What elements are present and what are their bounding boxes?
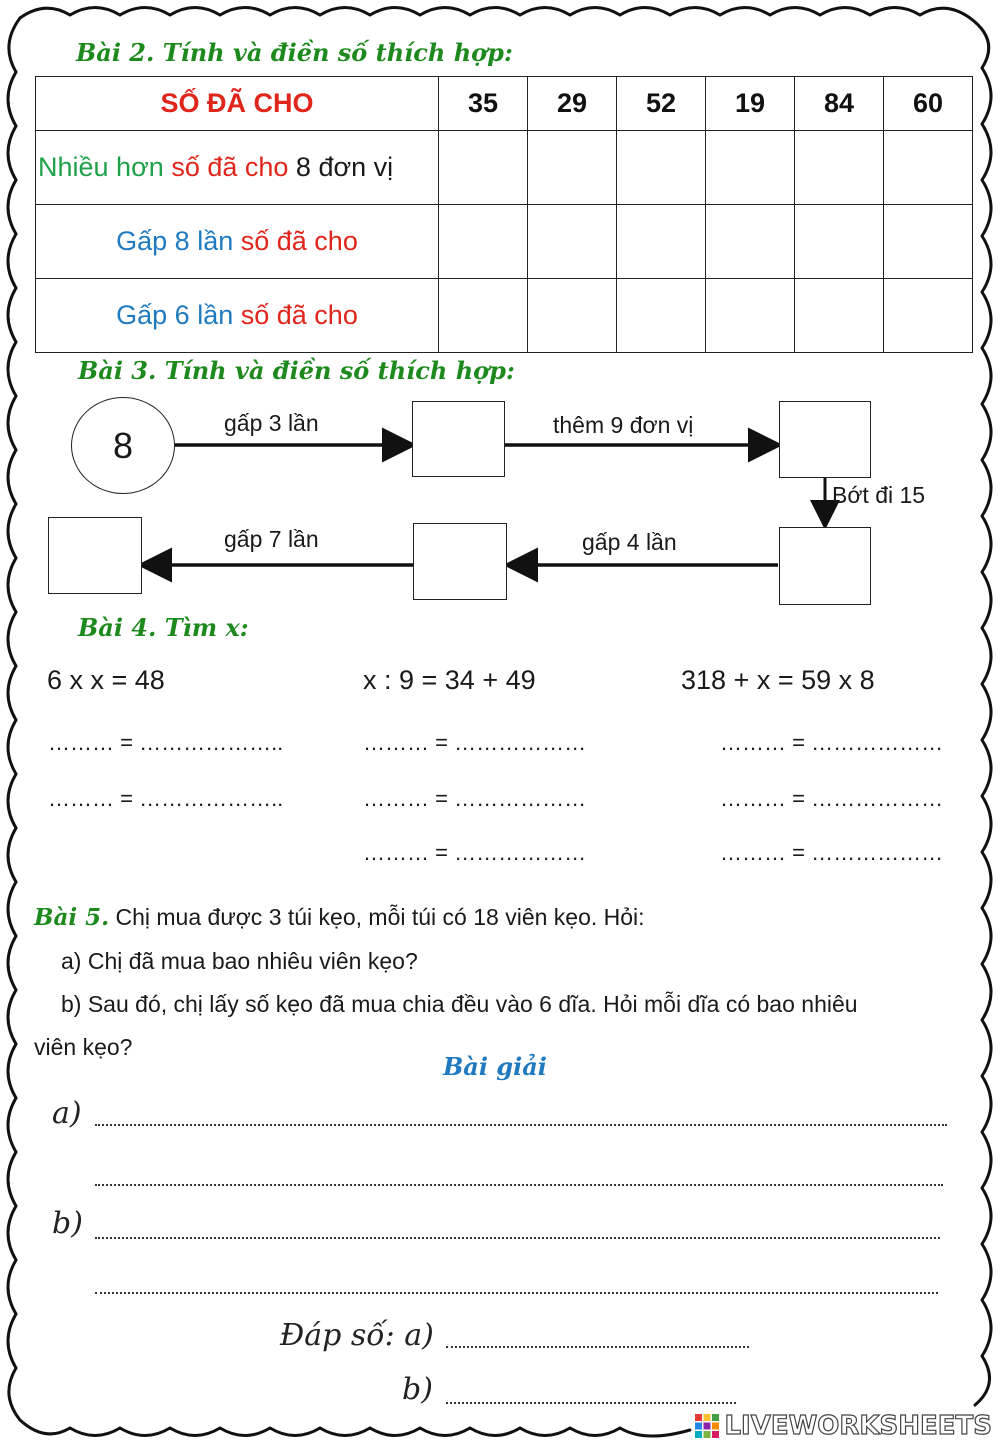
answer-line[interactable]: ……… = ………………: [363, 840, 587, 865]
step-label: thêm 9 đơn vị: [553, 412, 694, 438]
solution-line[interactable]: [95, 1237, 940, 1239]
header-number: 19: [706, 77, 795, 131]
answer-line[interactable]: ……… = ………………..: [48, 786, 284, 811]
equation: 6 x x = 48: [47, 665, 165, 695]
step-label: gấp 7 lần: [224, 526, 319, 552]
bai4-heading: Bài 4. Tìm x:: [78, 613, 249, 642]
start-value: 8: [112, 424, 134, 466]
answer-box[interactable]: [779, 401, 871, 478]
bai3-heading: Bài 3. Tính và điền số thích hợp:: [78, 356, 515, 385]
header-number: 29: [528, 77, 617, 131]
step-label: gấp 4 lần: [582, 529, 677, 555]
answer-mark-b: b): [402, 1372, 433, 1407]
header-number: 35: [439, 77, 528, 131]
question-b-line1: b) Sau đó, chị lấy số kẹo đã mua chia đều vào 6 dĩa. Hỏi mỗi dĩa có bao nhiêu: [61, 991, 858, 1017]
header-number: 60: [884, 77, 973, 131]
row-label-part: số đã cho: [240, 300, 358, 330]
start-circle: [71, 397, 175, 494]
solution-mark-b: b): [52, 1206, 83, 1241]
row-label-part: Gấp 8 lần: [116, 226, 234, 256]
header-number: 52: [617, 77, 706, 131]
row-label-part: 8 đơn vị: [295, 152, 394, 182]
solution-line[interactable]: [95, 1124, 947, 1126]
answer-label: Đáp số: a): [280, 1318, 434, 1353]
answer-line[interactable]: ……… = ………………..: [48, 730, 284, 755]
header-label: SỐ ĐÃ CHO: [36, 77, 439, 131]
answer-line-b[interactable]: [446, 1402, 736, 1404]
solution-mark-a: a): [52, 1096, 82, 1131]
bai5-intro: [34, 904, 645, 931]
row-label-part: Gấp 6 lần: [116, 300, 234, 330]
equation: x : 9 = 34 + 49: [363, 665, 536, 695]
answer-box[interactable]: [413, 523, 507, 600]
row-label-part: số đã cho: [171, 152, 289, 182]
answer-line[interactable]: ……… = ………………: [363, 730, 587, 755]
logo-text: LIVEWORKSHEETS: [724, 1411, 992, 1441]
row-label-part: Nhiều hơn: [38, 152, 164, 182]
answer-line[interactable]: ……… = ………………: [720, 840, 944, 865]
answer-box[interactable]: [412, 401, 505, 477]
bai5-intro-text: Chị mua được 3 túi kẹo, mỗi túi có 18 viên kẹo. Hỏi:: [115, 904, 645, 930]
step-label: Bớt đi 15: [832, 482, 926, 508]
question-b-line2: viên kẹo?: [34, 1034, 133, 1060]
answer-box[interactable]: [48, 517, 142, 594]
row-label-part: số đã cho: [240, 226, 358, 256]
answer-line[interactable]: ……… = ………………: [720, 786, 944, 811]
question-a: a) Chị đã mua bao nhiêu viên kẹo?: [61, 948, 418, 974]
solution-line[interactable]: [95, 1292, 938, 1294]
logo-icon: [694, 1413, 720, 1439]
bai5-label: Bài 5.: [34, 904, 110, 931]
liveworksheets-logo: [694, 1411, 992, 1441]
equation: 318 + x = 59 x 8: [681, 665, 875, 695]
step-label: gấp 3 lần: [224, 410, 319, 436]
answer-line[interactable]: ……… = ………………: [720, 730, 944, 755]
answer-line[interactable]: ……… = ………………: [363, 786, 587, 811]
bai2-heading: Bài 2. Tính và điền số thích hợp:: [76, 38, 513, 67]
answer-box[interactable]: [779, 527, 871, 605]
solution-title: Bài giải: [443, 1052, 547, 1081]
solution-line[interactable]: [95, 1184, 943, 1186]
answer-line-a[interactable]: [446, 1346, 749, 1348]
header-number: 84: [795, 77, 884, 131]
